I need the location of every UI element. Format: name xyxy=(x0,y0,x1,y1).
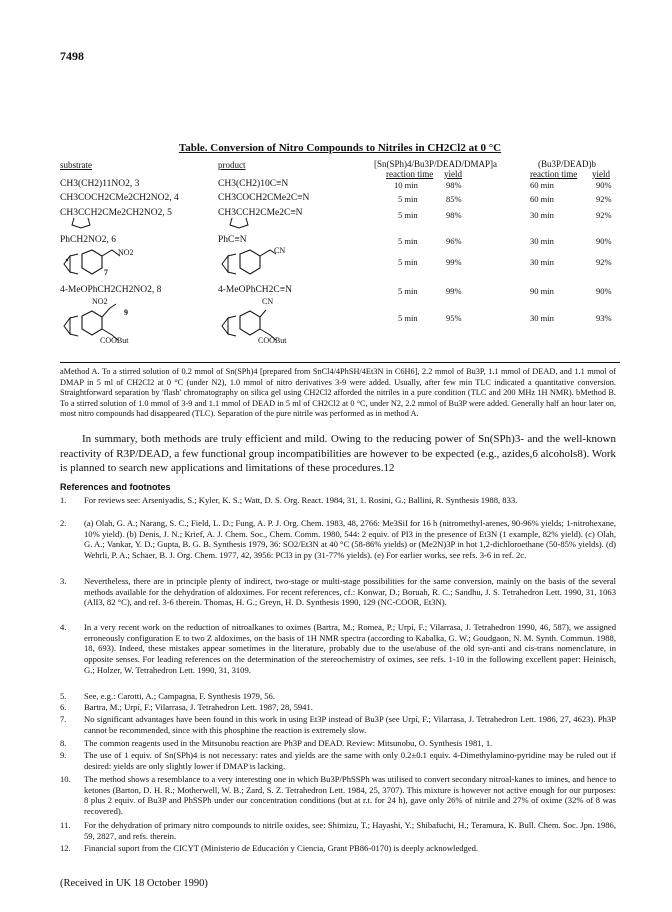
row-5-yield-a: 99% xyxy=(446,257,462,267)
row-3-product-dioxolane-ring xyxy=(228,217,250,229)
row-3-product: CH3CCH2CMe2C≡N xyxy=(218,208,303,218)
reference-number: 12. xyxy=(60,843,71,853)
reference-item xyxy=(60,738,616,749)
reference-number: 6. xyxy=(60,702,67,712)
reference-item xyxy=(60,774,616,817)
reference-text: Nevertheless, there are in principle plenty of indirect, two-stage or multi-stage possibilities for the same conversion, mainly on the basis of the several methods available for the dehydration of aldoximes. For recent references, cf.: Konwar, D.; Boruah, R. C.; Sandhu, J. S. Tetrahedron Lett. 1990, 31, 1063 (AlI3, 82 °C), and ref. 3-6 therein. Thomas, H. G.; Greyn, H. D. Synthesis 1990, 129 (NC-COOR, Et3N). xyxy=(84,576,616,608)
row-2-product: CH3COCH2CMe2C≡N xyxy=(218,193,310,203)
reference-item xyxy=(60,518,616,561)
row-3-substrate: CH3CCH2CMe2CH2NO2, 5 xyxy=(60,208,172,218)
header-reaction-time-b: reaction time xyxy=(530,169,578,179)
row-3-yield-b: 92% xyxy=(596,210,612,220)
summary-paragraph: In summary, both methods are truly efficient and mild. Owing to the reducing power of Sn(SPh)3- and the well-known reactivity of R3P/DEAD, a few functional group incompatibilities are however to be expected (e.g., azides,6 alcohols8). Work is planned to search new applications and limitations of these procedures.12 xyxy=(60,433,616,475)
row-6-yield-b: 90% xyxy=(596,286,612,296)
row-3-substrate-dioxolane-ring xyxy=(70,217,92,229)
row-4-yield-a: 96% xyxy=(446,236,462,246)
reference-number: 7. xyxy=(60,714,67,724)
row-7-substrate-ester-label: COOBut xyxy=(100,336,129,345)
reference-item xyxy=(60,750,616,771)
row-5-product-cn-label: CN xyxy=(274,246,286,255)
row-5-time-a: 5 min xyxy=(398,257,418,267)
reference-text: For the dehydration of primary nitro compounds to nitrile oxides, see: Shimizu, T.; Hayashi, Y.; Shibafuchi, H.; Teramura, K. Bull. Chem. Soc. Jpn. 1986, 59, 2827, and refs. therein. xyxy=(84,820,616,841)
row-7-substrate-no2-label: NO2 xyxy=(92,297,108,306)
row-7-yield-a: 95% xyxy=(446,313,462,323)
reference-text: (a) Olah, G. A.; Narang, S. C.; Field, L. D.; Fung, A. P. J. Org. Chem. 1983, 48, 2766: Me3SiI for 16 h (nitromethyl-arenes, 90-96% yields; 1-nitrohexane, 10% yield). (b) Denis, J. N.; Krief, A. J. Chem. Soc., Chem. Comm. 1980, 544: 2 equiv. of PI3 in the presence of Et3N (1 example, 82% yield). (c) Olah, G. A.; Vankar, Y. D.; Gupta, B. G. B. Synthesis 1979, 36: SO2/Et3N at 40 °C (58-86% yields) or (Me2N)3P in hot 1,2-dichloroethane (50-85% yields). (d) Wehrli, P. A.; Schaer, B. J. Org. Chem. 1977, 42, 3956: PCl3 in py (31-77% yields). (e) For earlier works, see refs. 3-6 in ref. 2c. xyxy=(84,518,616,561)
row-1-substrate: CH3(CH2)11NO2, 3 xyxy=(60,179,140,189)
row-3-time-a: 5 min xyxy=(398,210,418,220)
row-2-time-a: 5 min xyxy=(398,194,418,204)
table-footnote: aMethod A. To a stirred solution of 0.2 mmol of Sn(SPh)4 [prepared from SnCl4/4PhSH/4Et3N in C6H6], 2.2 mmol of Bu3P, 1.1 mmol of DEAD, and 1.1 mmol of DMAP in 5 ml of CH2Cl2 at 0 °C (under N2), 1.0 mmol of nitro derivatives 3-9 were added. Usually, after few min TLC indicated a quantitative conversion. Straightforward separation by 'flash' chromatography on silica gel using CH2Cl2 afforded the nitriles in a pure condition (TLC and 200 MHz 1H NMR). bMethod B. To a stirred solution of 1.0 mmol of 3-9 and 1.1 mmol of DEAD in 5 ml of CH2Cl2 at 0 °C, under N2, 2.2 mmol of Bu3P were added. Generally half an hour later on, most nitro compounds had disappeared (TLC). Separation of the pure nitrile was performed as in method A. xyxy=(60,367,616,419)
row-7-product-cn-label: CN xyxy=(262,297,274,306)
row-4-time-a: 5 min xyxy=(398,236,418,246)
row-5-time-b: 30 min xyxy=(530,257,554,267)
reference-number: 10. xyxy=(60,774,71,784)
reference-item xyxy=(60,576,616,608)
reference-item xyxy=(60,691,616,702)
reference-text: Financial suport from the CICYT (Ministerio de Educación y Ciencia, Grant PB86-0170) is deeply acknowledged. xyxy=(84,843,479,853)
row-5-compound-number: 7 xyxy=(104,268,108,277)
header-substrate: substrate xyxy=(60,160,92,170)
header-yield-a: yield xyxy=(444,169,462,179)
row-6-time-b: 90 min xyxy=(530,286,554,296)
reference-item xyxy=(60,622,616,676)
page-number: 7498 xyxy=(60,49,84,63)
reference-number: 2. xyxy=(60,518,67,528)
reference-number: 11. xyxy=(60,820,71,830)
row-1-time-a: 10 min xyxy=(394,180,418,190)
row-1-product: CH3(CH2)10C≡N xyxy=(218,179,289,189)
row-5-yield-b: 92% xyxy=(596,257,612,267)
reference-number: 4. xyxy=(60,622,67,632)
reference-text: The common reagents used in the Mitsunobu reaction are Ph3P and DEAD. Review: Mitsunobu, O. Synthesis 1981, 1. xyxy=(84,738,493,748)
header-product: product xyxy=(218,160,246,170)
reference-text: In a very recent work on the reduction of nitroalkanes to oximes (Bartra, M.; Romea, P.; Urpí, F.; Vilarrasa, J. Tetrahedron 1990, 46, 587), we assigned erroneously configuration E to two Z aldoximes, on the basis of 1H NMR spectra (according to Kabalka, G. W.; Goudgaon, N. M. Synth. Commun. 1988, 18, 693). Indeed, these mistakes appear sometimes in the literature, probably due to the use/abuse of the old syn-anti and cis-trans nomenclature, in opposite senses. For leading references on the determination of the stereochemistry of oximes, see refs. 1-10 in the following excellent paper: Heinisch, G.; Holzer, W. Tetrahedron Lett. 1990, 31, 3109. xyxy=(84,622,616,675)
row-4-product: PhC≡N xyxy=(218,235,247,245)
row-3-yield-a: 98% xyxy=(446,210,462,220)
reference-text: The use of 1 equiv. of Sn(SPh)4 is not necessary: rates and yields are the same with only 0.2±0.1 equiv. 4-Dimethylamino-pyridine may be ruled out if desired: yields are only slightly lower if DMAP is lacking. xyxy=(84,750,616,771)
row-1-yield-a: 98% xyxy=(446,180,462,190)
reference-item xyxy=(60,820,616,841)
reference-item xyxy=(60,843,616,854)
reference-number: 5. xyxy=(60,691,67,701)
table-bottom-rule xyxy=(60,362,620,363)
reference-text: Bartra, M.; Urpí, F.; Vilarrasa, J. Tetrahedron Lett. 1987, 28, 5941. xyxy=(84,702,313,712)
row-6-product: 4-MeOPhCH2C≡N xyxy=(218,285,292,295)
row-1-time-b: 60 min xyxy=(530,180,554,190)
reference-number: 8. xyxy=(60,738,67,748)
reference-number: 9. xyxy=(60,750,67,760)
row-4-substrate: PhCH2NO2, 6 xyxy=(60,235,116,245)
reference-text: No significant advantages have been found in this work in using Et3P instead of Bu3P (see Urpí, F.; Vilarrasa, J. Tetrahedron Lett. 1986, 27, 4623). Ph3P cannot be recommended, since with this phosphine the reaction is extremely slow. xyxy=(84,714,616,735)
header-reaction-time-a: reaction time xyxy=(386,169,434,179)
row-2-yield-a: 85% xyxy=(446,194,462,204)
reference-text: For reviews see: Arseniyadis, S.; Kyler, K. S.; Watt, D. S. Org. React. 1984, 31, 1. Rosini, G.; Ballini, R. Synthesis 1988, 833. xyxy=(84,495,518,505)
row-6-time-a: 5 min xyxy=(398,286,418,296)
reference-number: 1. xyxy=(60,495,67,505)
row-3-time-b: 30 min xyxy=(530,210,554,220)
row-2-substrate: CH3COCH2CMe2CH2NO2, 4 xyxy=(60,193,179,203)
row-7-time-a: 5 min xyxy=(398,313,418,323)
table-title: Table. Conversion of Nitro Compounds to Nitriles in CH2Cl2 at 0 °C xyxy=(178,142,502,154)
header-method-a: [Sn(SPh)4/Bu3P/DEAD/DMAP]a xyxy=(374,159,498,169)
row-1-yield-b: 90% xyxy=(596,180,612,190)
row-4-time-b: 30 min xyxy=(530,236,554,246)
row-7-yield-b: 93% xyxy=(596,313,612,323)
row-7-product-ester-label: COOBut xyxy=(258,336,287,345)
header-method-b: (Bu3P/DEAD)b xyxy=(538,159,596,169)
row-6-yield-a: 99% xyxy=(446,286,462,296)
received-date: (Received in UK 18 October 1990) xyxy=(60,878,208,889)
reference-item xyxy=(60,714,616,735)
reference-item xyxy=(60,702,616,713)
reference-text: See, e.g.: Carotti, A.; Campagna, F. Synthesis 1979, 56. xyxy=(84,691,275,701)
header-yield-b: yield xyxy=(592,169,610,179)
row-7-time-b: 30 min xyxy=(530,313,554,323)
references-heading: References and footnotes xyxy=(60,482,171,492)
row-6-substrate: 4-MeOPhCH2CH2NO2, 8 xyxy=(60,285,162,295)
row-4-yield-b: 90% xyxy=(596,236,612,246)
row-7-compound-number: 9 xyxy=(124,308,128,317)
reference-number: 3. xyxy=(60,576,67,586)
row-5-substrate-no2-label: NO2 xyxy=(118,248,134,257)
reference-item xyxy=(60,495,616,506)
row-2-yield-b: 92% xyxy=(596,194,612,204)
row-2-time-b: 60 min xyxy=(530,194,554,204)
reference-text: The method shows a resemblance to a very interesting one in which Bu3P/PhSSPh was utilised to convert secondary nitroal-kanes to imines, and hence to ketones (Barton, D. H. R.; Motherwell, W. B.; Zard, S. Z. Tetrahedron Lett. 1984, 25, 3707). This mixture is however not active enough for our purposes: 8 plus 2 equiv. of Bu3P and PhSSPh under our concentration conditions (but at r.t. for 24 h), gave only 26% of nitrile and 27% of oxime (32% of 8 was recovered). xyxy=(84,774,616,817)
